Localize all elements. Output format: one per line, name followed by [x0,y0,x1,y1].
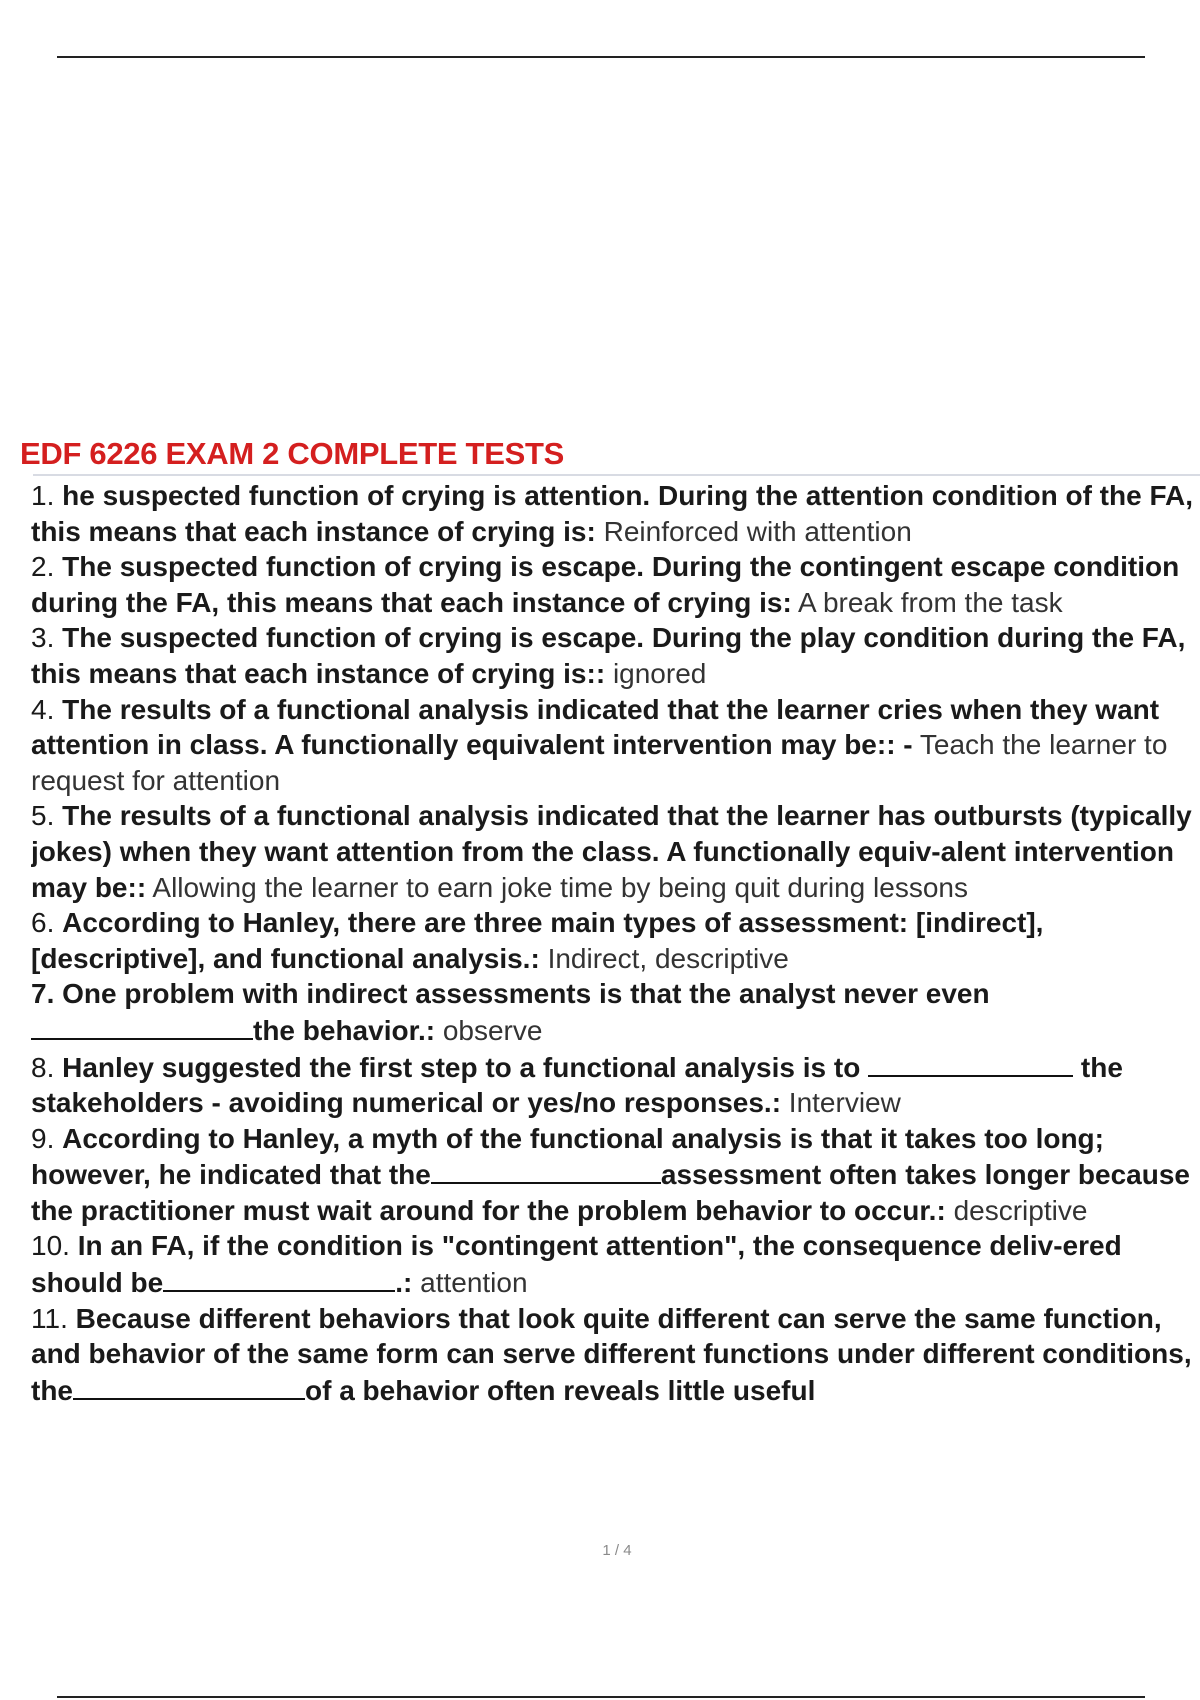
fill-in-blank [31,1012,253,1040]
header-rule [57,56,1145,58]
question-text: According to Hanley, there are three main types of assessment: [indirect], [descriptive], and functional analysis.: [31,907,1044,974]
qa-number: 8. [31,1051,55,1083]
qa-number: 1. [31,480,55,511]
answer-text: A break from the task [798,586,1063,618]
qa-item-11 [31,1301,1200,1409]
qa-item-7 [31,976,1200,1048]
question-text: he suspected function of crying is attention. During the attention condition of the FA, this means that each instance of crying is: [31,480,1194,547]
question-text-cont: assessment often takes longer because the practitioner must wait around for the problem behavior to occur.: [31,1159,1190,1226]
document-title: EDF 6226 EXAM 2 COMPLETE TESTS [20,436,564,471]
fill-in-blank [163,1264,395,1292]
answer-text: Indirect, descriptive [547,942,789,974]
qa-number: 3. [31,622,55,654]
qa-item-1 [31,478,1200,549]
question-text-cont: .: [395,1267,413,1299]
question-text: One problem with indirect assessments is that the analyst never even [62,978,990,1010]
question-text-cont: of a behavior often reveals little useful [305,1374,816,1406]
qa-number: 2. [31,551,55,583]
question-text-cont: the behavior.: [253,1014,436,1046]
answer-text: descriptive [953,1194,1088,1226]
qa-number: 10. [31,1230,70,1262]
qa-item-4 [31,692,1200,799]
answer-text: Reinforced with attention [603,515,912,547]
answer-text: Teach the learner to request for attention [31,729,1168,796]
fill-in-blank [868,1049,1073,1077]
qa-number: 7. [31,978,55,1010]
answer-text: observe [442,1014,543,1046]
qa-item-3 [31,620,1200,691]
question-text: In an FA, if the condition is "contingent attention", the consequence deliv-ered should be [31,1230,1122,1299]
question-text: The results of a functional analysis indicated that the learner has outbursts (typically jokes) when they want attention from the class. A functionally equiv-alent intervention may be:: [31,800,1192,903]
qa-item-5 [31,798,1200,905]
qa-list [31,478,1200,1408]
qa-number: 11. [31,1302,68,1334]
title-divider [33,474,1200,476]
footer-rule [57,1696,1145,1698]
qa-number: 4. [31,693,55,725]
answer-text: ignored [612,657,707,689]
qa-number: 5. [31,800,55,832]
fill-in-blank [431,1156,661,1184]
question-text: The suspected function of crying is escape. During the contingent escape condition during the FA, this means that each instance of crying is: [31,551,1180,618]
qa-item-10 [31,1228,1200,1300]
page-indicator: 1 / 4 [602,1542,632,1559]
question-text: The results of a functional analysis indicated that the learner cries when they want attention in class. A functionally equivalent intervention may be:: - [31,693,1160,761]
answer-text: Interview [788,1087,901,1119]
question-text-cont: the stakeholders - avoiding numerical or yes/no responses.: [31,1051,1123,1119]
answer-text: attention [420,1267,528,1299]
qa-number: 6. [31,907,55,939]
question-text: Hanley suggested the first step to a functional analysis is to [62,1051,861,1083]
qa-item-2 [31,549,1200,620]
question-text: The suspected function of crying is escape. During the play condition during the FA, this means that each instance of crying is:: [31,622,1186,689]
question-text: According to Hanley, a myth of the functional analysis is that it takes too long; however, he indicated that the [31,1122,1104,1191]
answer-text: Allowing the learner to earn joke time by being quit during lessons [152,871,968,903]
qa-item-8 [31,1049,1200,1121]
qa-number: 9. [31,1122,55,1154]
question-text: Because different behaviors that look quite different can serve the same function, and behavior of the same form can serve different functions under different conditions, the [31,1302,1192,1406]
fill-in-blank [73,1372,305,1400]
qa-item-6 [31,905,1200,976]
qa-item-9 [31,1121,1200,1229]
